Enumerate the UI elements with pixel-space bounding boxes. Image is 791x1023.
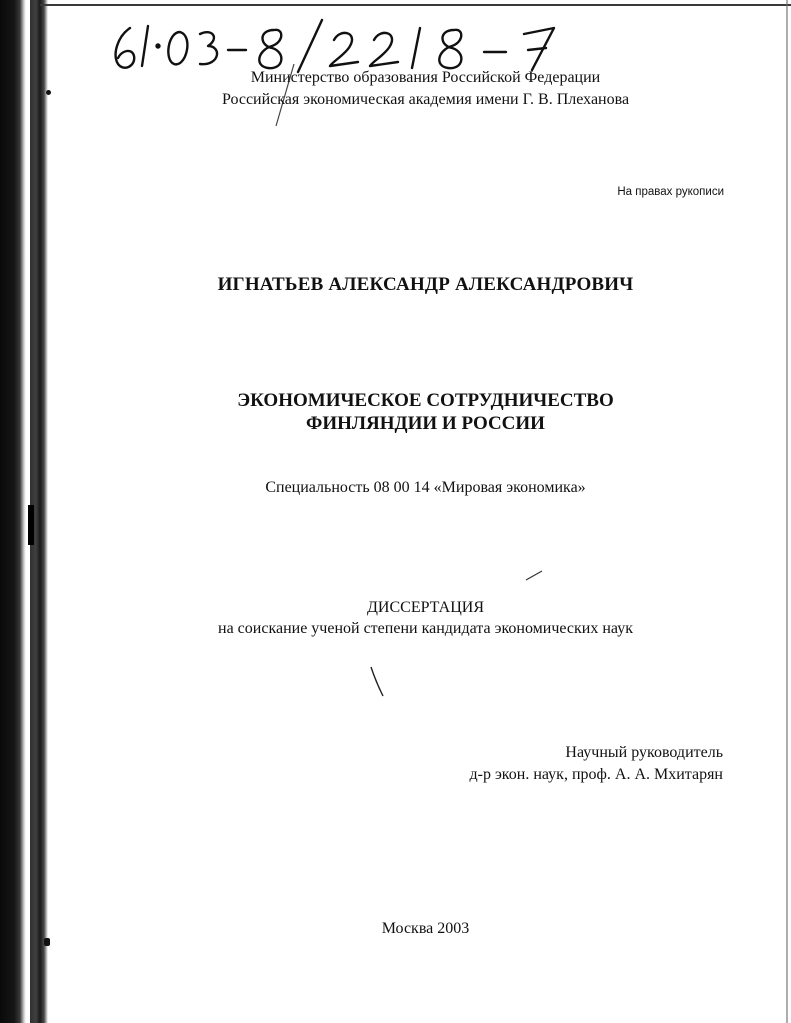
institution-header <box>0 67 791 111</box>
specialty-line: Специальность 08 00 14 «Мировая экономика» <box>265 479 586 496</box>
title-line-2: ФИНЛЯНДИИ И РОССИИ <box>306 413 545 434</box>
dissertation-block <box>0 597 791 639</box>
dissertation-subheading: на соискание ученой степени кандидата экономических наук <box>218 620 633 637</box>
author-name: ИГНАТЬЕВ АЛЕКСАНДР АЛЕКСАНДРОВИЧ <box>217 274 634 295</box>
academy-name: Российская экономическая академия имени Г. В. Плеханова <box>221 91 630 108</box>
pen-stroke <box>368 664 388 700</box>
scan-edge-mark <box>28 505 34 545</box>
dissertation-heading: ДИССЕРТАЦИЯ <box>367 599 484 616</box>
handwritten-archive-number <box>108 14 588 74</box>
dissertation-title <box>0 389 791 435</box>
advisor-name: д-р экон. наук, проф. А. А. Мхитарян <box>469 766 723 783</box>
city-year: Москва 2003 <box>381 920 470 937</box>
ministry-name: Министерство образования Российской Федерации <box>250 69 601 86</box>
advisor-role: Научный руководитель <box>565 744 723 761</box>
page-top-border <box>40 4 791 6</box>
pen-tick <box>524 568 544 582</box>
advisor-block <box>469 742 723 786</box>
title-line-1: ЭКОНОМИЧЕСКОЕ СОТРУДНИЧЕСТВО <box>237 390 614 411</box>
page-right-border <box>786 0 788 1023</box>
scan-dot <box>44 938 50 946</box>
handwritten-number-drawing <box>108 14 588 74</box>
scan-edge-left <box>0 0 26 1023</box>
manuscript-note: На правах рукописи <box>617 186 724 198</box>
